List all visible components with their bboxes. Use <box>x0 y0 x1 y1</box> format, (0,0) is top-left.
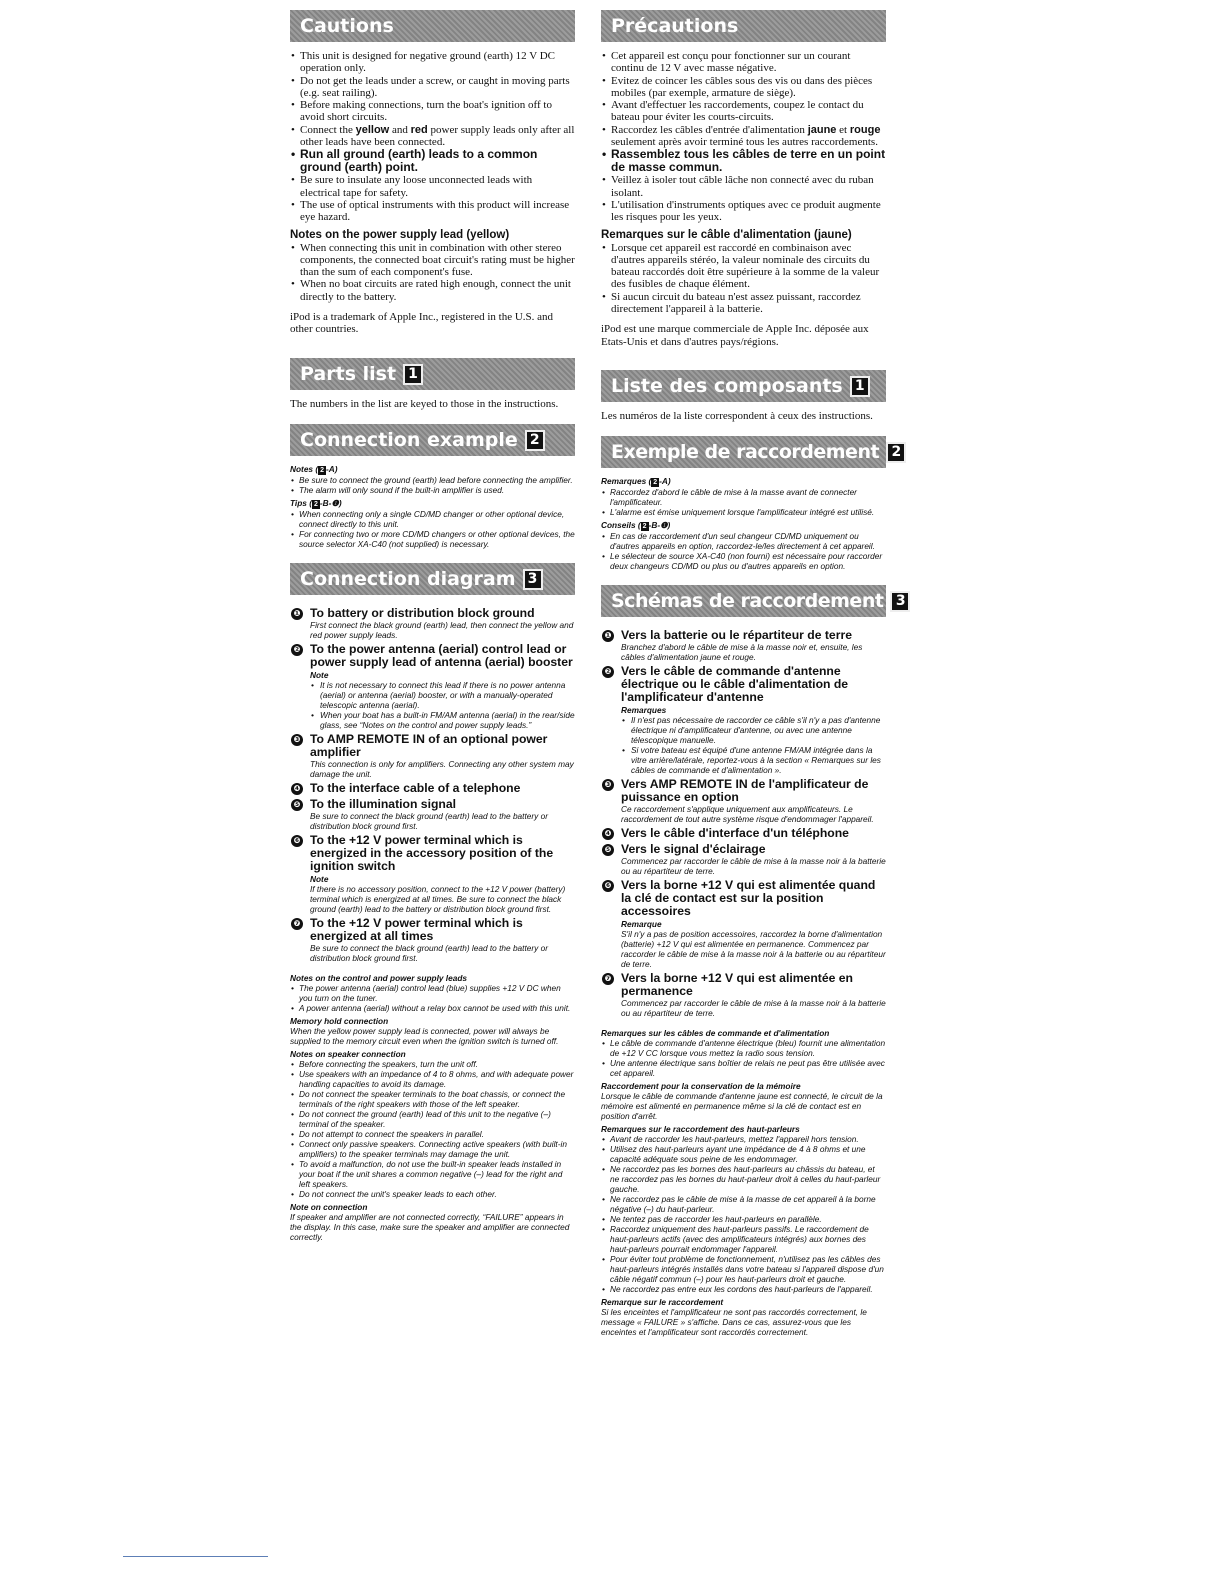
list-item: • Do not connect the ground (earth) lead of this unit to the negative (–) terminal of the speaker. <box>290 1109 575 1129</box>
tips-label: Conseils ( 2 -B-❶) <box>601 520 671 531</box>
list-item: • Before connecting the speakers, turn the unit off. <box>290 1059 575 1069</box>
psu-notes-list <box>601 242 886 316</box>
step-number-icon: ❷ <box>602 666 614 678</box>
list-item: • Connect the yellow and red power supply leads only after all other leads have been connected. <box>290 124 575 149</box>
step-number-icon: ❼ <box>291 918 303 930</box>
cautions-header: Cautions <box>290 10 575 42</box>
list-item: • L'alarme est émise uniquement lorsque l'amplificateur intégré est utilisé. <box>601 507 886 517</box>
list-item: • The use of optical instruments with this product will increase eye hazard. <box>290 199 575 224</box>
list-item: • Do not get the leads under a screw, or caught in moving parts (e.g. seat railing). <box>290 75 575 100</box>
figure-number: 1 <box>850 376 870 397</box>
step-5: ❺ To the illumination signal Be sure to connect the black ground (earth) lead to the battery or distribution block ground first. <box>290 798 575 831</box>
step-number-icon: ❸ <box>291 734 303 746</box>
list-item: • Si aucun circuit du bateau n'est assez puissant, raccordez directement l'appareil à la batterie. <box>601 291 886 316</box>
list-item: • Ne raccordez pas les bornes des haut-parleurs au châssis du bateau, et ne raccordez pas les bornes du haut-parleur droit à celles du haut-parleur gauche. <box>601 1164 886 1194</box>
precautions-list <box>601 50 886 224</box>
step-7: ❼ To the +12 V power terminal which is energized at all times Be sure to connect the black ground (earth) lead to the battery or distribution block ground first. <box>290 917 575 963</box>
list-item: • En cas de raccordement d'un seul changeur CD/MD uniquement ou d'autres appareils en option, raccordez-le/les directement à cet appareil. <box>601 531 886 551</box>
list-item: • Raccordez uniquement des haut-parleurs passifs. Le raccordement de haut-parleurs actifs (avec des amplificateurs intégrés) aux bornes des haut-parleurs pourrait endommager l'appareil. <box>601 1224 886 1254</box>
list-item: • Pour éviter tout problème de fonctionnement, n'utilisez pas les câbles des haut-parleurs intégrés installés dans votre bateau si l'appareil dispose d'un câble négatif commun (–) pour les haut-parleurs droit et gauche. <box>601 1254 886 1284</box>
connection-example-notes <box>290 464 575 549</box>
step-1: ❶ To battery or distribution block ground First connect the black ground (earth) lead, then connect the yellow and red power supply leads. <box>290 607 575 640</box>
list-item: • Cet appareil est conçu pour fonctionner sur un courant continu de 12 V avec masse négative. <box>601 50 886 75</box>
step-number-icon: ❹ <box>291 783 303 795</box>
parts-list-header: Liste des composants 1 <box>601 370 886 402</box>
list-item: • Ne raccordez pas le câble de mise à la masse de cet appareil à la borne négative (–) du haut-parleur. <box>601 1194 886 1214</box>
list-item: • When connecting this unit in combination with other stereo components, the connected boat circuit's rating must be higher than the sum of each component's fuse. <box>290 242 575 279</box>
list-item: • L'utilisation d'instruments optiques avec ce produit augmente les risques pour les yeux. <box>601 199 886 224</box>
list-item: • Before making connections, turn the boat's ignition off to avoid short circuits. <box>290 99 575 124</box>
list-item: • Ne raccordez pas entre eux les cordons des haut-parleurs de l'appareil. <box>601 1284 886 1294</box>
list-item: • Veillez à isoler tout câble lâche non connecté avec du ruban isolant. <box>601 174 886 199</box>
list-item: • Be sure to connect the ground (earth) lead before connecting the amplifier. <box>290 475 575 485</box>
step-number-icon: ❶ <box>291 608 303 620</box>
list-item: • Il n'est pas nécessaire de raccorder ce câble s'il n'y a pas d'antenne électrique ni d'amplificateur d'antenne, ou avec une antenne télescopique manuelle. <box>621 715 886 745</box>
list-item: • The alarm will only sound if the built-in amplifier is used. <box>290 485 575 495</box>
list-item: • When your boat has a built-in FM/AM antenna (aerial) in the rear/side glass, see “Notes on the control and power supply leads.” <box>310 710 575 730</box>
list-item: • Do not attempt to connect the speakers in parallel. <box>290 1129 575 1139</box>
list-item: • Evitez de coincer les câbles sous des vis ou dans des pièces mobiles (par exemple, armature de siège). <box>601 75 886 100</box>
french-column <box>601 10 906 1338</box>
footer-rule <box>123 1556 268 1557</box>
step-2: ❷ To the power antenna (aerial) control lead or power supply lead of antenna (aerial) booster Note • It is not necessary to connect this lead if there is no power antenna (aerial) or antenna (aerial) booster, or with a manually-operated telescopic antenna (aerial). • When your boat has a built-in FM/AM antenna (aerial) in the rear/side glass, see “Notes on the control and power supply leads.” <box>290 643 575 730</box>
ipod-trademark: iPod est une marque commerciale de Apple Inc. déposée aux Etats-Unis et dans d'autres pays/régions. <box>601 323 869 348</box>
step-4: ❹ Vers le câble d'interface d'un téléphone <box>601 827 886 840</box>
connection-example-header: Exemple de raccordement 2 <box>601 436 886 468</box>
step-number-icon: ❷ <box>291 644 303 656</box>
step-number-icon: ❼ <box>602 973 614 985</box>
list-item: • Raccordez les câbles d'entrée d'alimentation jaune et rouge seulement après avoir terminé tous les autres raccordements. <box>601 124 886 149</box>
parts-list-text: Les numéros de la liste correspondent à ceux des instructions. <box>601 409 873 422</box>
connection-steps <box>290 607 575 963</box>
figure-number: 1 <box>403 364 423 385</box>
psu-notes-list <box>290 242 575 303</box>
list-item: • Do not connect the speaker terminals to the boat chassis, or connect the terminals of the right speakers with those of the left speaker. <box>290 1089 575 1109</box>
step-number-icon: ❺ <box>602 844 614 856</box>
list-item: • Si votre bateau est équipé d'une antenne FM/AM intégrée dans la vitre arrière/latérale, reportez-vous à la section « Remarques sur les câbles de commande et d'alimentation ». <box>621 745 886 775</box>
step-1: ❶ Vers la batterie ou le répartiteur de terre Branchez d'abord le câble de mise à la masse noir et, ensuite, les câbles d'alimentation jaune et rouge. <box>601 629 886 662</box>
connection-diagram-header: Schémas de raccordement 3 <box>601 585 886 617</box>
connection-diagram-header: Connection diagram 3 <box>290 563 575 595</box>
list-item: • Utilisez des haut-parleurs ayant une impédance de 4 à 8 ohms et une capacité adéquate sous peine de les endommager. <box>601 1144 886 1164</box>
notes-label: Notes ( 2 -A) <box>290 463 338 474</box>
list-item: • Ne tentez pas de raccorder les haut-parleurs en parallèle. <box>601 1214 886 1224</box>
connection-example-notes <box>601 476 886 571</box>
list-item: • Le câble de commande d'antenne électrique (bleu) fournit une alimentation de +12 V CC lorsque vous mettez la radio sous tension. <box>601 1038 886 1058</box>
list-item: • This unit is designed for negative ground (earth) 12 V DC operation only. <box>290 50 575 75</box>
connection-steps <box>601 629 886 1018</box>
step-5: ❺ Vers le signal d'éclairage Commencez par raccorder le câble de mise à la masse noir à la batterie ou au répartiteur de terre. <box>601 843 886 876</box>
list-item: • Avant d'effectuer les raccordements, coupez le contact du bateau pour éviter les courts-circuits. <box>601 99 886 124</box>
list-item: • For connecting two or more CD/MD changers or other optional devices, the source selector XA-C40 (not supplied) is necessary. <box>290 529 575 549</box>
step-2: ❷ Vers le câble de commande d'antenne électrique ou le câble d'alimentation de l'amplificateur d'antenne Remarques • Il n'est pas nécessaire de raccorder ce câble s'il n'y a pas d'antenne électrique ni d'amplificateur d'antenne, ou avec une antenne télescopique manuelle. • Si votre bateau est équipé d'une antenne FM/AM intégrée dans la vitre arrière/latérale, reportez-vous à la section « Remarques sur les câbles de commande et d'alimentation ». <box>601 665 886 775</box>
cautions-list <box>290 50 575 224</box>
list-item: • It is not necessary to connect this lead if there is no power antenna (aerial) or antenna (aerial) booster, or with a manually-operated telescopic antenna (aerial). <box>310 680 575 710</box>
figure-number: 2 <box>525 430 545 451</box>
list-item: • Raccordez d'abord le câble de mise à la masse avant de connecter l'amplificateur. <box>601 487 886 507</box>
list-item: • When connecting only a single CD/MD changer or other optional device, connect directly to this unit. <box>290 509 575 529</box>
english-column <box>290 10 575 1242</box>
list-item: • To avoid a malfunction, do not use the built-in speaker leads installed in your boat if the unit shares a common negative (–) lead for the right and left speakers. <box>290 1159 575 1189</box>
list-item: • When no boat circuits are rated high enough, connect the unit directly to the battery. <box>290 278 575 303</box>
figure-number: 3 <box>890 591 910 612</box>
ipod-trademark: iPod is a trademark of Apple Inc., registered in the U.S. and other countries. <box>290 311 554 336</box>
step-number-icon: ❺ <box>291 799 303 811</box>
step-6: ❻ Vers la borne +12 V qui est alimentée quand la clé de contact est sur la position accessoires Remarque S'il n'y a pas de position accessoires, raccordez la borne d'alimentation (batterie) +12 V qui est alimentée en permanence. Commencez par raccorder le câble de mise à la masse noir à la batterie ou au répartiteur de terre. <box>601 879 886 969</box>
list-item: • Connect only passive speakers. Connecting active speakers (with built-in amplifiers) to the speaker terminals may damage the unit. <box>290 1139 575 1159</box>
step-number-icon: ❶ <box>602 630 614 642</box>
list-item: • Une antenne électrique sans boîtier de relais ne peut pas être utilisée avec cet appareil. <box>601 1058 886 1078</box>
connection-example-header: Connection example 2 <box>290 424 575 456</box>
lead-notes: Notes on the control and power supply leads • The power antenna (aerial) control lead (blue) supplies +12 V DC when you turn on the tuner. • A power antenna (aerial) without a relay box cannot be used with this unit. Memory hold connection When the yellow power supply lead is connected, power will always be supplied to the memory circuit even when the ignition switch is turned off. Notes on speaker connection • Before connecting the speakers, turn the unit off. • Use speakers with an impedance of 4 to 8 ohms, and with adequate power handling capacities to avoid its damage. • Do not connect the speaker terminals to the boat chassis, or connect the terminals of the right speakers with those of the left speaker. • Do not connect the ground (earth) lead of this unit to the negative (–) terminal of the speaker. • Do not attempt to connect the speakers in parallel. • Connect only passive speakers. Connecting active speakers (with built-in amplifiers) to the speaker terminals may damage the unit. • To avoid a malfunction, do not use the built-in speaker leads installed in your boat if the unit shares a common negative (–) lead for the right and left speakers. • Do not connect the unit's speaker leads to each other. Note on connection If speaker and amplifier are not connected correctly, “FAILURE” appears in the display. In this case, make sure the speaker and amplifier are connected correctly. <box>290 973 575 1242</box>
figure-number: 2 <box>886 442 906 463</box>
step-number-icon: ❸ <box>602 779 614 791</box>
list-item: • Use speakers with an impedance of 4 to 8 ohms, and with adequate power handling capacities to avoid its damage. <box>290 1069 575 1089</box>
notes-label: Remarques ( 2 -A) <box>601 476 671 487</box>
step-number-icon: ❻ <box>291 835 303 847</box>
list-item: • Le sélecteur de source XA-C40 (non fourni) est nécessaire pour raccorder deux changeurs CD/MD ou plus ou d'autres appareils en option. <box>601 551 886 571</box>
step-7: ❼ Vers la borne +12 V qui est alimentée en permanence Commencez par raccorder le câble de mise à la masse noir à la batterie ou au répartiteur de terre. <box>601 972 886 1018</box>
list-item: • Rassemblez tous les câbles de terre en un point de masse commun. <box>601 148 886 174</box>
tips-label: Tips ( 2 -B-❶) <box>290 497 342 508</box>
list-item: • Avant de raccorder les haut-parleurs, mettez l'appareil hors tension. <box>601 1134 886 1144</box>
list-item: • The power antenna (aerial) control lead (blue) supplies +12 V DC when you turn on the tuner. <box>290 983 575 1003</box>
step-3: ❸ Vers AMP REMOTE IN de l'amplificateur de puissance en option Ce raccordement s'applique uniquement aux amplificateurs. Le raccordement de tout autre système risque d'endommager l'appareil. <box>601 778 886 824</box>
precautions-header: Précautions <box>601 10 886 42</box>
parts-list-text: The numbers in the list are keyed to those in the instructions. <box>290 397 559 410</box>
figure-number: 3 <box>523 569 543 590</box>
list-item: • A power antenna (aerial) without a relay box cannot be used with this unit. <box>290 1003 575 1013</box>
step-6: ❻ To the +12 V power terminal which is energized in the accessory position of the ignition switch Note If there is no accessory position, connect to the +12 V power (battery) terminal which is energized at all times. Be sure to connect the black ground (earth) lead to the battery or distribution block ground first. <box>290 834 575 914</box>
list-item: • Run all ground (earth) leads to a common ground (earth) point. <box>290 148 575 174</box>
step-4: ❹ To the interface cable of a telephone <box>290 782 575 795</box>
list-item: • Do not connect the unit's speaker leads to each other. <box>290 1189 575 1199</box>
step-number-icon: ❹ <box>602 828 614 840</box>
list-item: • Be sure to insulate any loose unconnected leads with electrical tape for safety. <box>290 174 575 199</box>
parts-list-header: Parts list 1 <box>290 358 575 390</box>
psu-notes-heading: Notes on the power supply lead (yellow) <box>290 228 510 241</box>
psu-notes-heading: Remarques sur le câble d'alimentation (jaune) <box>601 228 852 241</box>
step-number-icon: ❻ <box>602 880 614 892</box>
list-item: • Lorsque cet appareil est raccordé en combinaison avec d'autres appareils stéréo, la valeur nominale des circuits du bateau raccordés doit être supérieure à la somme de la valeur des fusibles de chaque élément. <box>601 242 886 291</box>
step-3: ❸ To AMP REMOTE IN of an optional power amplifier This connection is only for amplifiers. Connecting any other system may damage the unit. <box>290 733 575 779</box>
lead-notes: Remarques sur les câbles de commande et d'alimentation • Le câble de commande d'antenne électrique (bleu) fournit une alimentation de +12 V CC lorsque vous mettez la radio sous tension. • Une antenne électrique sans boîtier de relais ne peut pas être utilisée avec cet appareil. Raccordement pour la conservation de la mémoire Lorsque le câble de commande d'antenne jaune est connecté, le circuit de la mémoire est alimenté en permanence même si la clé de contact est en position d'arrêt. Remarques sur le raccordement des haut-parleurs • Avant de raccorder les haut-parleurs, mettez l'appareil hors tension. • Utilisez des haut-parleurs ayant une impédance de 4 à 8 ohms et une capacité adéquate sous peine de les endommager. • Ne raccordez pas les bornes des haut-parleurs au châssis du bateau, et ne raccordez pas les bornes du haut-parleur droit à celles du haut-parleur gauche. • Ne raccordez pas le câble de mise à la masse de cet appareil à la borne négative (–) du haut-parleur. • Ne tentez pas de raccorder les haut-parleurs en parallèle. • Raccordez uniquement des haut-parleurs passifs. Le raccordement de haut-parleurs actifs (avec des amplificateurs intégrés) aux bornes des haut-parleurs pourrait endommager l'appareil. • Pour éviter tout problème de fonctionnement, n'utilisez pas les câbles des haut-parleurs intégrés installés dans votre bateau si l'appareil dispose d'un câble négatif commun (–) pour les haut-parleurs droit et gauche. • Ne raccordez pas entre eux les cordons des haut-parleurs de l'appareil. Remarque sur le raccordement Si les enceintes et l'amplificateur ne sont pas raccordés correctement, le message « FAILURE » s'affiche. Dans ce cas, assurez-vous que les enceintes et l'amplificateur sont raccordés correctement. <box>601 1028 886 1337</box>
